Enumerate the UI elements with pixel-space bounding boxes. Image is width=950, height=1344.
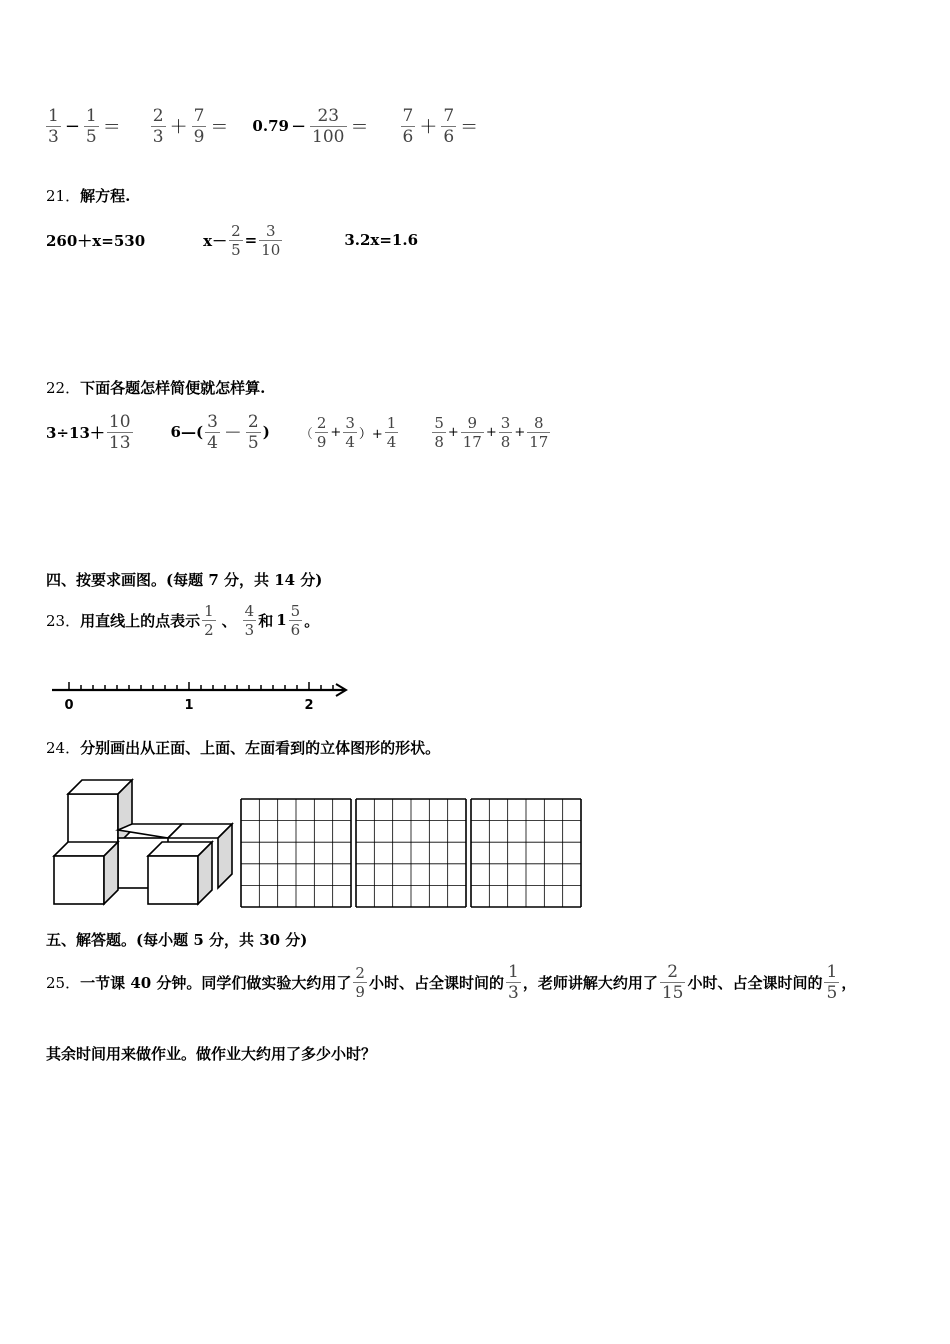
q23-line: 23． 用直线上的点表示 $\frac{1}{2}$ 、 $\frac{4}{3}$ 和 1 $\frac{5}{6}$ 。 (46, 601, 320, 639)
section-4-heading: 四、按要求画图。(每题 7 分，共 14 分) (46, 571, 323, 589)
tick-label-1: 1 (184, 698, 194, 713)
view-grid-top[interactable] (355, 798, 467, 908)
equation-3: 3.2x=1.6 (344, 231, 419, 249)
problem-2: 6—( $\frac{3}{4}$ － $\frac{2}{5}$ ) (170, 411, 270, 453)
q22-problems (46, 408, 552, 456)
problem-3: （ $\frac{2}{9}$ + $\frac{3}{4}$ ）+ $\frac{1}{4}$ (299, 413, 397, 451)
expr-2: $\frac{2}{3}$ ＋ $\frac{7}{9}$ ＝ (152, 105, 229, 147)
fraction: $\frac{7}{6}$ (443, 105, 455, 147)
q22-title: 22． 下面各题怎样简便就怎样算. (46, 379, 266, 397)
q21-title: 21． 解方程. (46, 187, 131, 205)
fraction: $\frac{1}{3}$ (507, 961, 519, 1003)
fraction: $\frac{3}{8}$ (500, 413, 511, 451)
fraction: $\frac{3}{4}$ (345, 413, 355, 451)
problem-4: $\frac{5}{8}$ + $\frac{9}{17}$ + $\frac{3}{8}$ + $\frac{8}{17}$ (434, 413, 549, 451)
q24-line: 24． 分别画出从正面、上面、左面看到的立体图形的形状。 (46, 739, 441, 757)
cube-front-face (54, 856, 104, 904)
fraction: $\frac{2}{9}$ (355, 963, 365, 1001)
view-grid-left[interactable] (470, 798, 582, 908)
fraction: $\frac{2}{5}$ (247, 411, 259, 453)
fraction: $\frac{23}{100}$ (312, 105, 345, 147)
cube-front-face (148, 856, 198, 904)
tick-label-2: 2 (304, 698, 314, 713)
fraction: $\frac{3}{4}$ (207, 411, 218, 453)
section-5-heading: 五、解答题。(每小题 5 分，共 30 分) (46, 931, 308, 949)
tick-label-0: 0 (64, 698, 74, 713)
fraction: $\frac{1}{4}$ (386, 413, 397, 451)
fraction: $\frac{8}{17}$ (529, 413, 549, 451)
cube-front-face (68, 794, 118, 844)
expr-3: 0.79 − $\frac{23}{100}$ ＝ (252, 105, 369, 147)
equation-1: 260＋x=530 (46, 231, 146, 250)
fraction: $\frac{2}{9}$ (316, 413, 327, 451)
fraction: $\frac{9}{17}$ (462, 413, 482, 451)
fraction: $\frac{1}{3}$ (48, 105, 59, 147)
fraction: $\frac{2}{3}$ (152, 105, 164, 147)
fraction: $\frac{7}{9}$ (193, 105, 205, 147)
fraction: $\frac{4}{3}$ (244, 601, 255, 639)
fraction: $\frac{7}{6}$ (402, 105, 414, 147)
fraction: $\frac{2}{15}$ (661, 961, 684, 1003)
q25-line-2: 其余时间用来做作业。做作业大约用了多少小时？ (46, 1045, 377, 1063)
q21-equations (46, 216, 418, 264)
fraction: $\frac{10}{13}$ (108, 411, 131, 453)
equation-2: x－ $\frac{2}{5}$ = $\frac{3}{10}$ (203, 221, 281, 259)
fraction: $\frac{3}{10}$ (261, 221, 281, 259)
fraction: $\frac{5}{8}$ (434, 413, 444, 451)
view-grid-front[interactable] (240, 798, 352, 908)
problem-1: 3÷13＋ $\frac{10}{13}$ (46, 411, 131, 453)
expr-4: $\frac{7}{6}$ ＋ $\frac{7}{6}$ ＝ (402, 105, 479, 147)
fraction: $\frac{1}{5}$ (826, 961, 838, 1003)
number-line (44, 676, 354, 716)
fraction: $\frac{5}{6}$ (290, 601, 301, 639)
expr-1: $\frac{1}{3}$ − $\frac{1}{5}$ ＝ (48, 105, 121, 147)
fraction: $\frac{2}{5}$ (231, 221, 241, 259)
arith-row (44, 100, 480, 152)
fraction: $\frac{1}{5}$ (85, 105, 97, 147)
fraction: $\frac{1}{2}$ (204, 601, 214, 639)
q25-line-1: 25． 一节课 40 分钟。同学们做实验大约用了 $\frac{2}{9}$ 小时、占全课时间的 $\frac{1}{3}$ ，老师讲解大约用了 $\frac{2}{15}$ 小时、占全课时间的 $\frac{1}{5}$ ， (46, 961, 857, 1003)
cube-figure (46, 776, 236, 908)
